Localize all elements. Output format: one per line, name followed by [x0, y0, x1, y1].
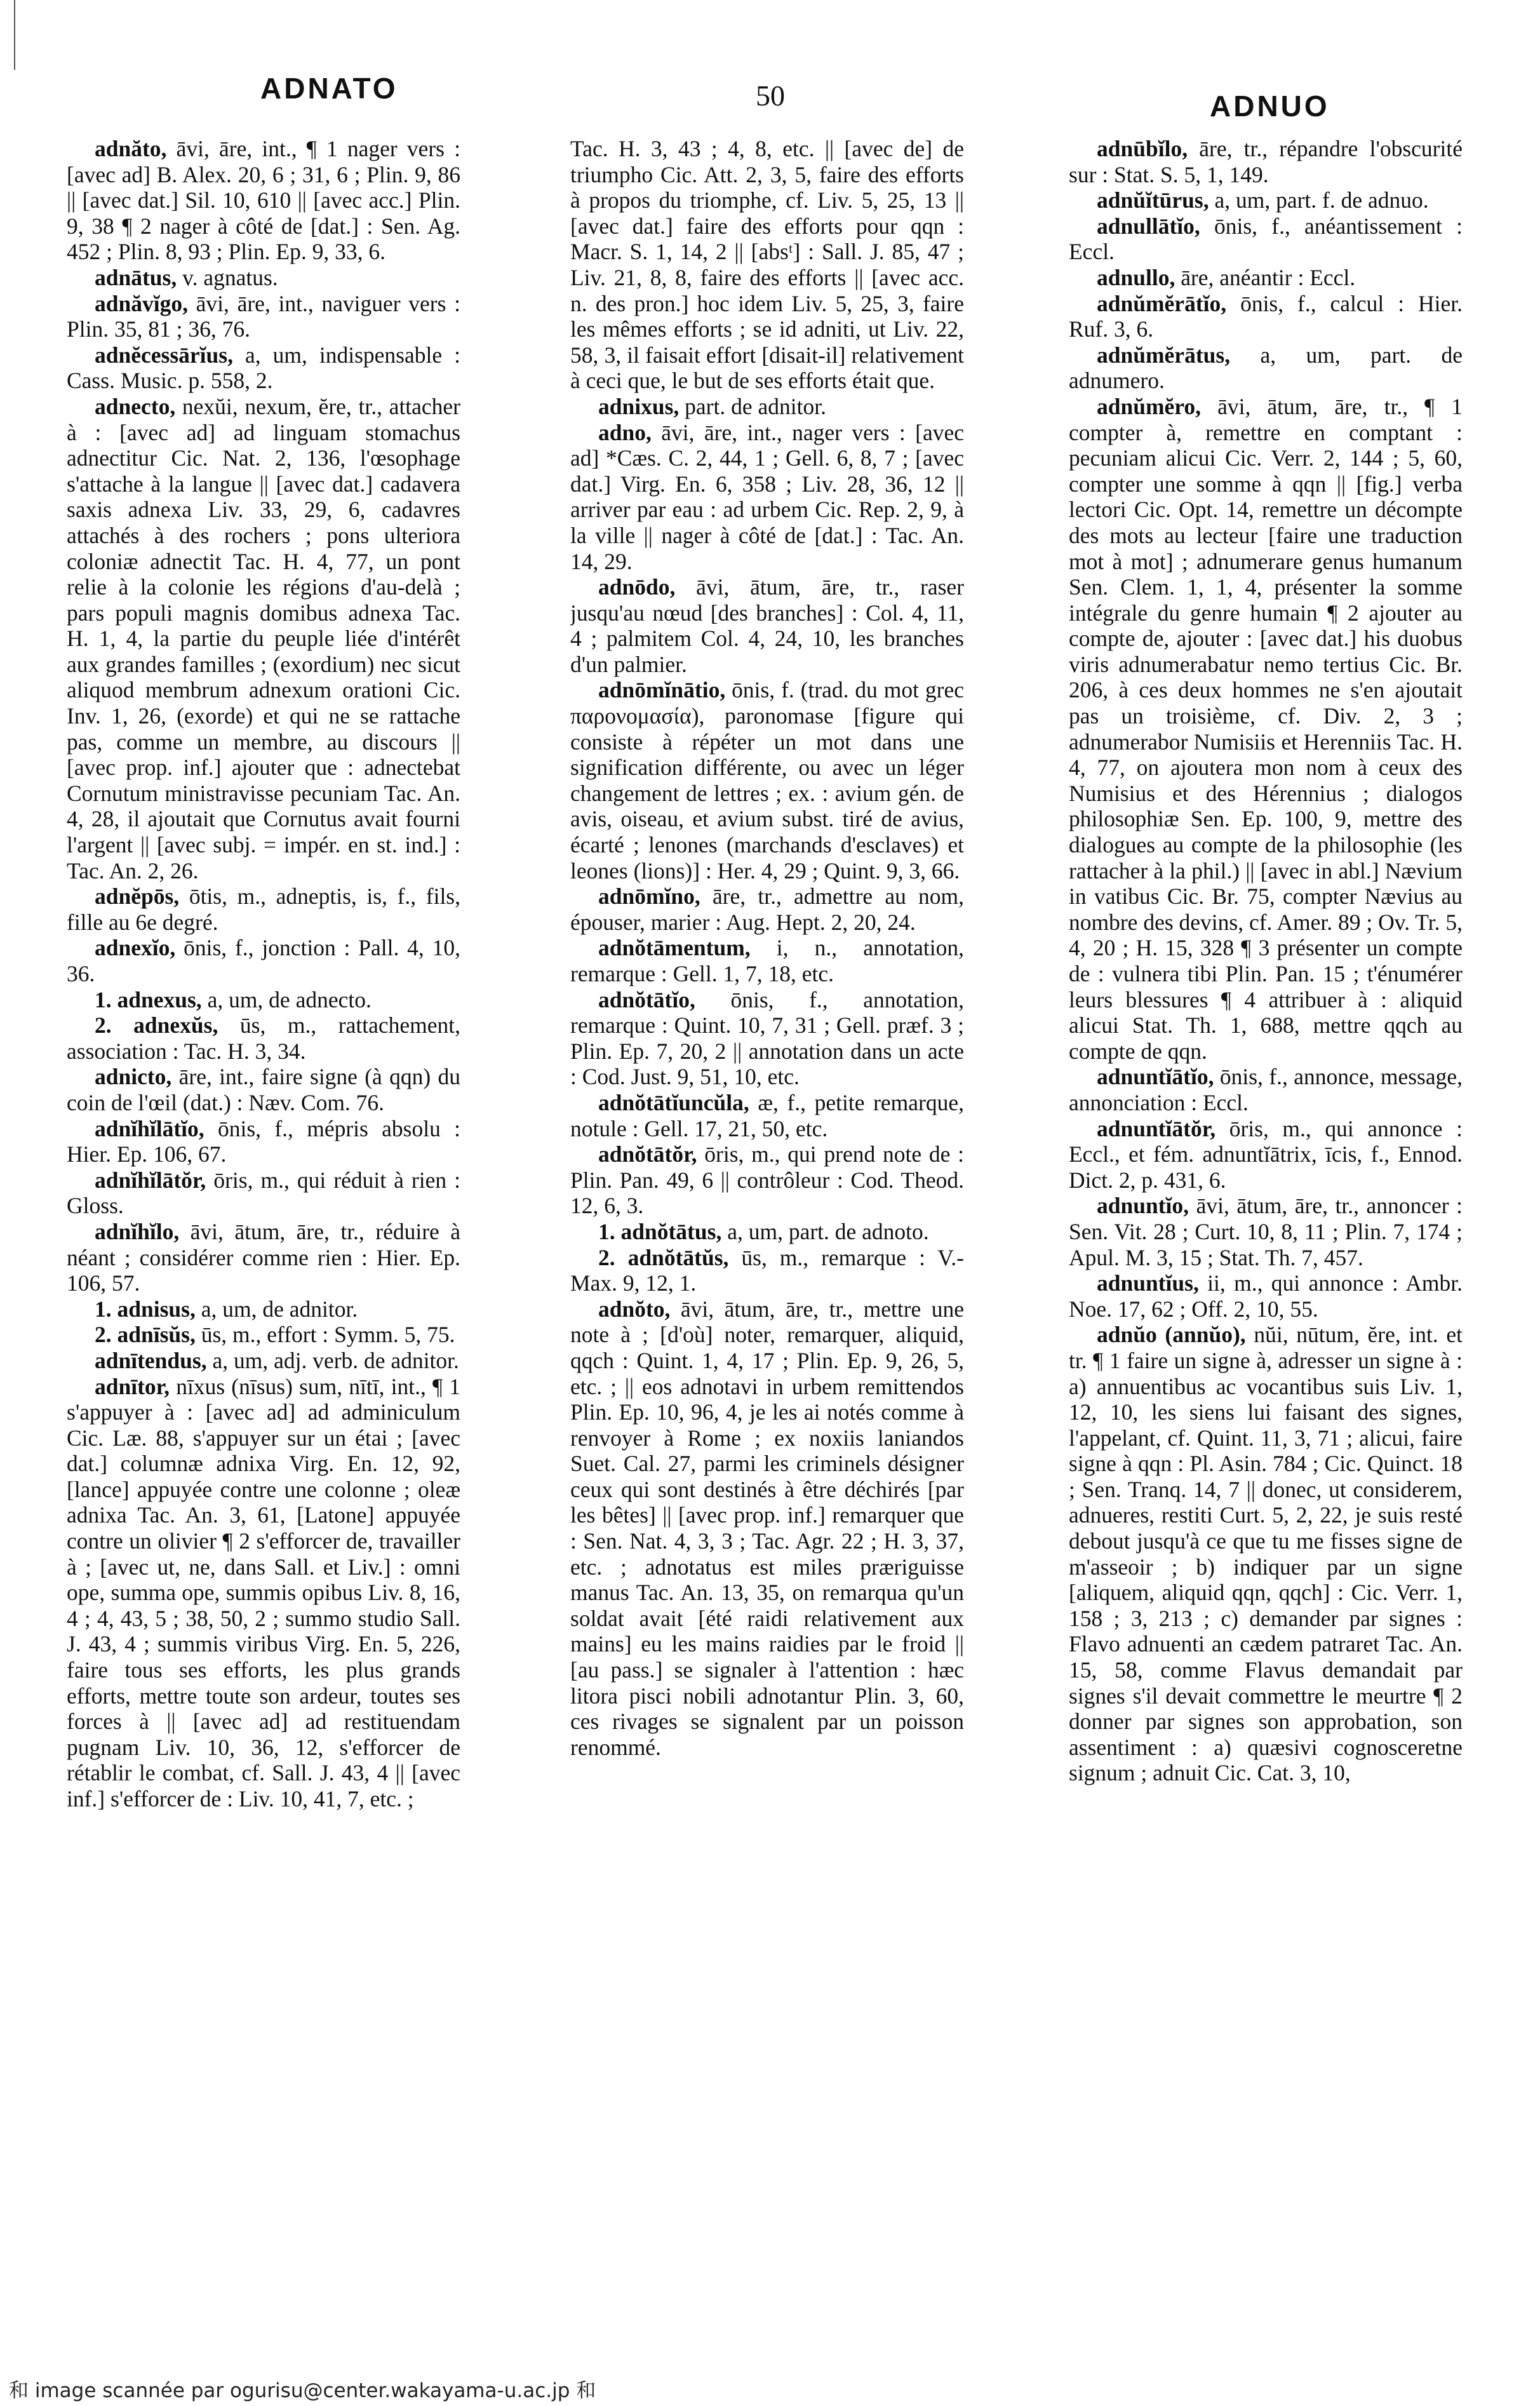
entry-lemma: adnūbĭlo, — [1097, 136, 1188, 161]
dictionary-entry — [67, 1296, 460, 1322]
entry-definition: i, n., annotation, remarque : Gell. 1, 7, 18, etc. — [570, 935, 964, 986]
dictionary-entry — [1069, 265, 1463, 291]
entry-definition: a, um, indispensable : Cass. Music. p. 558, 2. — [67, 342, 460, 394]
entry-lemma: adnixus, — [598, 393, 680, 419]
entry-definition: a, um, adj. verb. de adnitor. — [212, 1347, 459, 1373]
entry-definition: āre, int., faire signe (à qqn) du coin de l'œil (dat.) : Næv. Com. 76. — [67, 1064, 460, 1115]
entry-definition: ōnis, f. (trad. du mot grec παρονομασία), paronomase [figure qui consiste à répéter un mot dans une signification différente, ou avec un léger changement de lettres ; ex. : avium gén. de avis, oiseau, et avium subst. tiré de avius, écarté ; lenones (marchands d'esclaves) et leones (lions)] : Her. 4, 29 ; Quint. 9, 3, 66. — [570, 677, 964, 884]
page-number: 50 — [756, 79, 785, 112]
dictionary-entry — [67, 394, 460, 884]
dictionary-entry — [570, 136, 964, 394]
entry-definition: ōnis, f., annotation, remarque : Quint. 10, 7, 31 ; Gell. præf. 3 ; Plin. Ep. 7, 20, 2 || annotation dans un acte : Cod. Just. 9, 51, 10, etc. — [570, 986, 964, 1090]
dictionary-entry — [1069, 394, 1463, 1064]
entry-definition: nīxus (nīsus) sum, nītī, int., ¶ 1 s'appuyer à : [avec ad] ad adminiculum Cic. Læ. 88, s'appuyer sur un étai ; [avec dat.] columnæ adnixa Virg. En. 12, 92, [lance] appuyée contre une colonne ; oleæ adnixa Tac. An. 3, 61, [Latone] appuyée contre un olivier ¶ 2 s'efforcer de, travailler à ; [avec ut, ne, dans Sall. et Liv.] : omni ope, summa ope, summis opibus Liv. 8, 16, 4 ; 4, 43, 5 ; 38, 50, 2 ; summo studio Sall. J. 43, 4 ; summis viribus Virg. En. 5, 226, faire tous ses efforts, les plus grands efforts, mettre toute son ardeur, toutes ses forces à || [avec ad] ad restituendam pugnam Liv. 10, 36, 12, s'efforcer de rétablir le combat, cf. Sall. J. 43, 4 || [avec inf.] s'efforcer de : Liv. 10, 41, 7, etc. ; — [67, 1373, 460, 1811]
dictionary-entry — [67, 1012, 460, 1064]
dictionary-entry — [1069, 213, 1463, 265]
entry-lemma: adnĭhĭlātŏr, — [95, 1167, 206, 1193]
entry-lemma: adnĕpōs, — [95, 884, 180, 910]
entry-lemma: adnecto, — [95, 393, 176, 419]
entry-lemma: 2. adnexŭs, — [95, 1012, 218, 1038]
entry-definition: v. agnatus. — [182, 264, 278, 290]
dictionary-entry — [67, 1219, 460, 1296]
right-running-headword: ADNUO — [1210, 90, 1330, 123]
entry-definition: ōris, m., qui annonce : Eccl., et fém. adnuntĭātrix, īcis, f., Ennod. Dict. 2, p. 431, 6. — [1069, 1115, 1463, 1193]
dictionary-entry — [67, 265, 460, 291]
dictionary-entry — [67, 935, 460, 986]
entry-lemma: adnuntĭātĭo, — [1097, 1064, 1214, 1090]
left-running-headword: ADNATO — [260, 72, 398, 105]
entry-lemma: adnītor, — [95, 1373, 170, 1399]
entry-definition: ōnis, f., anéantissement : Eccl. — [1069, 213, 1463, 265]
entry-lemma: adnātus, — [95, 264, 177, 290]
entry-lemma: adnītendus, — [95, 1347, 207, 1373]
entry-lemma: adnŏtātĭo, — [598, 986, 695, 1012]
scan-edge-line — [14, 0, 15, 70]
dictionary-entry — [67, 884, 460, 935]
entry-definition: nŭi, nūtum, ĕre, int. et tr. ¶ 1 faire un signe à, adresser un signe à : a) annuentibus ac vocantibus suis Liv. 1, 12, 10, les siens lui faisant des signes, l'appelant, cf. Quint. 11, 3, 71 ; alicui, faire signe à qqn : Pl. Asin. 784 ; Cic. Quinct. 18 ; Sen. Tranq. 14, 7 || donec, ut considerem, adnueres, restiti Curt. 5, 2, 22, je suis resté debout jusqu'à ce que tu me fisses signe de m'asseoir ; b) indiquer par un signe [aliquem, aliquid qqn, qqch] : Cic. Verr. 1, 158 ; 3, 213 ; c) demander par signes : Flavo adnuenti an cædem patraret Tac. An. 15, 58, comme Flavus demandait par signes s'il devait commettre le meurtre ¶ 2 donner par signes son approbation, son assentiment : a) quæsivi cognosceretne signum ; adnuit Cic. Cat. 3, 10, — [1069, 1322, 1463, 1786]
entry-definition: āvi, āre, int., ¶ 1 nager vers : [avec ad] B. Alex. 20, 6 ; 31, 6 ; Plin. 9, 86 || [avec dat.] Sil. 10, 610 || [avec acc.] Plin. 9, 38 ¶ 2 nager à côté de [dat.] : Sen. Ag. 452 ; Plin. 8, 93 ; Plin. Ep. 9, 33, 6. — [67, 136, 460, 265]
entry-lemma: adnŭmĕrātus, — [1097, 342, 1231, 368]
dictionary-entry — [67, 1348, 460, 1374]
entry-lemma: adnŏtātŏr, — [598, 1141, 697, 1167]
dictionary-entry — [1069, 187, 1463, 213]
entry-definition: a, um, part. de adnoto. — [727, 1218, 929, 1244]
dictionary-entry — [1069, 342, 1463, 394]
entry-lemma: adnicto, — [95, 1064, 172, 1090]
entry-definition: āre, tr., admettre au nom, épouser, marier : Aug. Hept. 2, 20, 24. — [570, 884, 964, 935]
dictionary-entry — [1069, 1193, 1463, 1270]
entry-definition: ōris, m., qui réduit à rien : Gloss. — [67, 1167, 460, 1219]
entry-lemma: 1. adnisus, — [95, 1296, 196, 1322]
entry-definition: āvi, ātum, āre, tr., ¶ 1 compter à, remettre en comptant : pecuniam alicui Cic. Verr. 2, 144 ; 5, 60, compter une somme à qqn || [fig.] verba lectori Cic. Opt. 14, remettre un décompte des mots au lecteur [faire une traduction mot à mot] ; adnumerare genus humanum Sen. Clem. 1, 1, 4, présenter la somme intégrale du genre humain ¶ 2 ajouter au compte de, ajouter : [avec dat.] his duobus viris adnumerabatur nemo tertius Cic. Br. 206, à ces deux hommes ne s'en ajoutait pas un troisième, cf. Div. 2, 3 ; adnumerabor Numisiis et Herenniis Tac. H. 4, 77, on ajoutera mon nom à ceux des Numisius et des Hérennius ; dialogos philosophiæ Sen. Ep. 100, 9, mettre des dialogues au compte de la philosophie (les rattacher à la phil.) || [avec in abl.] Nævium in vatibus Cic. Br. 75, compter Nævius au nombre des devins, cf. Amer. 89 ; Ov. Tr. 5, 4, 20 ; H. 15, 328 ¶ 3 présenter un compte de : vulnera tibi Plin. Pan. 15 ; t'énumérer leurs blessures ¶ 4 attribuer à : aliquid alicui Stat. Th. 1, 688, mettre qqch au compte de qqn. — [1069, 393, 1463, 1064]
dictionary-entry — [67, 1167, 460, 1219]
entry-lemma: adnullo, — [1097, 264, 1175, 290]
entry-definition: a, um, de adnitor. — [201, 1296, 358, 1322]
entry-definition: nexŭi, nexum, ĕre, tr., attacher à : [avec ad] ad linguam stomachus adnectitur Cic. Nat. 2, 136, l'œsophage s'attache à la langue || [avec dat.] cadavera saxis adnexa Liv. 33, 29, 6, cadavres attachés à des rochers ; pons ulteriora coloniæ adnectit Tac. H. 4, 77, un pont relie à la colonie les régions d'au-delà ; pars populi magnis domibus adnexa Tac. H. 1, 4, la partie du peuple liée d'intérêt aux grandes familles ; (exordium) nec sicut aliquod membrum adnexum orationi Cic. Inv. 1, 26, (exorde) et qui ne se rattache pas, comme un membre, au discours || [avec prop. inf.] ajouter que : adnectebat Cornutum ministravisse pecuniam Tac. An. 4, 28, il ajoutait que Cornutus avait fourni l'argent || [avec subj. = impér. en st. ind.] : Tac. An. 2, 26. — [67, 393, 460, 884]
dictionary-entry — [570, 935, 964, 986]
dictionary-entry — [1069, 291, 1463, 342]
dictionary-entry — [67, 342, 460, 394]
entry-definition: ōnis, f., mépris absolu : Hier. Ep. 106, 67. — [67, 1115, 460, 1167]
entry-lemma: adnŭĭtūrus, — [1097, 187, 1209, 213]
entry-lemma: adnōmĭno, — [598, 884, 700, 910]
dictionary-column-1 — [67, 136, 460, 2315]
entry-lemma: adnōdo, — [598, 574, 676, 600]
entry-lemma: adnullātĭo, — [1097, 213, 1200, 239]
entry-definition: ōnis, f., annonce, message, annonciation : Eccl. — [1069, 1064, 1463, 1115]
dictionary-entry — [67, 1116, 460, 1167]
entry-lemma: adnŏto, — [598, 1296, 671, 1322]
entry-definition: a, um, de adnecto. — [207, 986, 372, 1012]
entry-lemma: adnăto, — [95, 136, 167, 161]
entry-lemma: 1. adnŏtātus, — [598, 1218, 722, 1244]
entry-definition: ōnis, f., calcul : Hier. Ruf. 3, 6. — [1069, 290, 1463, 342]
entry-lemma: 2. adnīsŭs, — [95, 1322, 196, 1348]
entry-definition: āvi, āre, int., nager vers : [avec ad] *Cæs. C. 2, 44, 1 ; Gell. 6, 8, 7 ; [avec dat.] Virg. En. 6, 358 ; Liv. 28, 36, 12 || arriver par eau : ad urbem Cic. Rep. 2, 9, à la ville || nager à côté de [dat.] : Tac. An. 14, 29. — [570, 419, 964, 574]
dictionary-column-3 — [1069, 136, 1463, 2315]
entry-lemma: adnĭhĭlo, — [95, 1218, 180, 1244]
entry-lemma: 1. adnexus, — [95, 986, 202, 1012]
entry-lemma: adnuntĭātŏr, — [1097, 1115, 1216, 1141]
dictionary-entry — [67, 1064, 460, 1115]
entry-definition: æ, f., petite remarque, notule : Gell. 17, 21, 50, etc. — [570, 1089, 964, 1141]
entry-lemma: adnexĭo, — [95, 935, 176, 961]
entry-definition: ūs, m., rattachement, association : Tac. H. 3, 34. — [67, 1012, 460, 1064]
dictionary-entry — [1069, 1064, 1463, 1115]
entry-lemma: adnōmĭnātio, — [598, 677, 726, 703]
dictionary-entry — [570, 1245, 964, 1296]
entry-lemma: 2. adnŏtātŭs, — [598, 1244, 729, 1270]
dictionary-entry — [1069, 1116, 1463, 1193]
entry-lemma: adnuntĭus, — [1097, 1270, 1199, 1296]
entry-definition: āvi, āre, int., naviguer vers : Plin. 35, 81 ; 36, 76. — [67, 290, 460, 342]
dictionary-entry — [570, 1219, 964, 1245]
entry-lemma: adnĕcessārĭus, — [95, 342, 233, 368]
entry-definition: a, um, part. de adnumero. — [1069, 342, 1463, 394]
dictionary-entry — [67, 987, 460, 1013]
dictionary-column-2 — [570, 136, 964, 2315]
entry-definition: ūs, m., effort : Symm. 5, 75. — [201, 1322, 455, 1348]
entry-definition: āre, anéantir : Eccl. — [1181, 264, 1356, 290]
dictionary-entry — [67, 1374, 460, 1812]
dictionary-entry — [1069, 1270, 1463, 1322]
entry-definition: ōtis, m., adneptis, is, f., fils, fille au 6e degré. — [67, 884, 460, 935]
entry-definition: ūs, m., remarque : V.-Max. 9, 12, 1. — [570, 1244, 964, 1296]
dictionary-entry — [67, 291, 460, 342]
dictionary-entry — [1069, 1322, 1463, 1786]
entry-definition: āvi, ātum, āre, tr., raser jusqu'au nœud [des branches] : Col. 4, 11, 4 ; palmitem Col. 4, 24, 10, les branches d'un palmier. — [570, 574, 964, 677]
scan-credit-footer: 和 image scannée par ogurisu@center.wakayama-u.ac.jp 和 — [9, 2379, 596, 2402]
entry-definition: a, um, part. f. de adnuo. — [1214, 187, 1429, 213]
entry-definition: ōris, m., qui prend note de : Plin. Pan. 49, 6 || contrôleur : Cod. Theod. 12, 6, 3. — [570, 1141, 964, 1219]
entry-definition: part. de adnitor. — [685, 393, 826, 419]
entry-definition: āvi, ātum, āre, tr., mettre une note à ; [d'où] noter, remarquer, aliquid, qqch : Quint. 1, 4, 17 ; Plin. Ep. 9, 26, 5, etc. ; || eos adnotavi in urbem remittendos Plin. Ep. 10, 96, 4, je les ai notés comme à renvoyer à Rome ; ex noxiis laniandos Suet. Cal. 27, parmi les criminels désigner ceux qui sont destinés à être déchirés [par les bêtes] || [avec prop. inf.] remarquer que : Sen. Nat. 4, 3, 3 ; Tac. Agr. 22 ; H. 3, 37, etc. ; adnotatus est miles præriguisse manus Tac. An. 13, 35, on remarqua qu'un soldat avait [été raidi relativement aux mains] eu les mains raidies par le froid || [au pass.] se signaler à l'attention : hæc litora pisci nobili adnotantur Plin. 3, 60, ces rivages se signalent par un poisson renommé. — [570, 1296, 964, 1760]
dictionary-entry — [570, 884, 964, 935]
entry-definition: Tac. H. 3, 43 ; 4, 8, etc. || [avec de] de triumpho Cic. Att. 2, 3, 5, faire des efforts à propos du triomphe, cf. Liv. 5, 25, 13 || [avec dat.] faire des efforts pour qqn : Macr. S. 1, 14, 2 || [absᵗ] : Sall. J. 85, 47 ; Liv. 21, 8, 8, faire des efforts || [avec acc. n. des pron.] hoc idem Liv. 5, 25, 3, faire les mêmes efforts ; se id adniti, ut Liv. 22, 58, 3, il faisait effort [disait-il] relativement à ceci que, le but de ses efforts était que. — [570, 136, 964, 394]
dictionary-entry — [570, 420, 964, 575]
entry-definition: āre, tr., répandre l'obscurité sur : Stat. S. 5, 1, 149. — [1069, 136, 1463, 187]
entry-lemma: adnĭhĭlātĭo, — [95, 1115, 204, 1141]
entry-lemma: adno, — [598, 419, 652, 445]
dictionary-entry — [67, 1322, 460, 1348]
entry-lemma: adnŭo (annŭo), — [1097, 1322, 1246, 1348]
entry-lemma: adnŭmĕro, — [1097, 393, 1202, 419]
dictionary-entry — [1069, 136, 1463, 187]
entry-lemma: adnŏtāmentum, — [598, 935, 751, 961]
dictionary-entry — [570, 987, 964, 1090]
entry-definition: āvi, ātum, āre, tr., réduire à néant ; considérer comme rien : Hier. Ep. 106, 57. — [67, 1218, 460, 1296]
entry-lemma: adnŏtātĭuncŭla, — [598, 1089, 749, 1115]
dictionary-entry — [570, 1141, 964, 1219]
dictionary-entry — [67, 136, 460, 265]
dictionary-entry — [570, 394, 964, 420]
entry-lemma: adnuntĭo, — [1097, 1193, 1189, 1219]
entry-definition: ōnis, f., jonction : Pall. 4, 10, 36. — [67, 935, 460, 986]
page-header — [0, 71, 1540, 122]
dictionary-entry — [570, 677, 964, 884]
entry-definition: āvi, ātum, āre, tr., annoncer : Sen. Vit. 28 ; Curt. 10, 8, 11 ; Plin. 7, 174 ; Apul. M. 3, 15 ; Stat. Th. 7, 457. — [1069, 1193, 1463, 1270]
dictionary-entry — [570, 574, 964, 677]
entry-lemma: adnăvĭgo, — [95, 290, 188, 316]
entry-definition: ii, m., qui annonce : Ambr. Noe. 17, 62 ; Off. 2, 10, 55. — [1069, 1270, 1463, 1322]
dictionary-entry — [570, 1296, 964, 1761]
dictionary-entry — [570, 1090, 964, 1141]
entry-lemma: adnŭmĕrātĭo, — [1097, 290, 1227, 316]
